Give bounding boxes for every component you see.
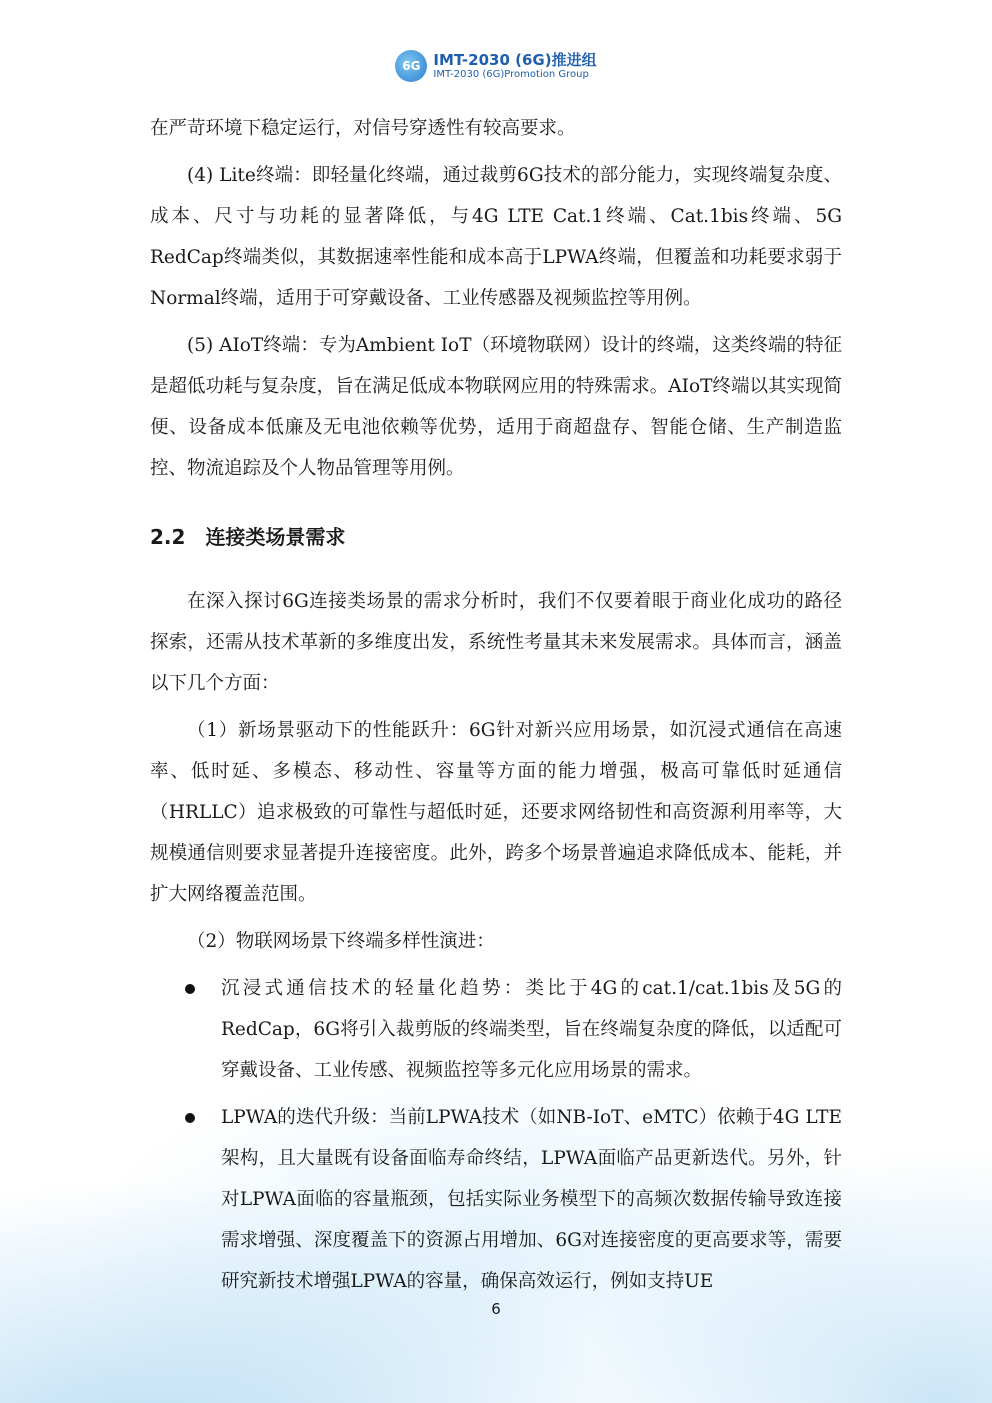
section-title: 连接类场景需求 xyxy=(205,525,346,549)
bullet-text: LPWA的迭代升级：当前LPWA技术（如NB-IoT、eMTC）依赖于4G LTE架构，且大量既有设备面临寿命终结，LPWA面临产品更新迭代。另外，针对LPWA面临的容量瓶颈，包括实际业务模型下的高频次数据传输导致连接需求增强、深度覆盖下的资源占用增加、6G对连接密度的更高要求等，需要研究新技术增强LPWA的容量，确保高效运行，例如支持UE xyxy=(221,1107,842,1292)
section-heading xyxy=(150,519,842,555)
6g-logo-icon: 6G xyxy=(395,50,427,82)
logo-title: IMT-2030 (6G)推进组 xyxy=(433,50,597,69)
page-number: 6 xyxy=(491,1300,501,1318)
promotion-group-logo xyxy=(395,50,596,82)
logo-text xyxy=(433,52,596,81)
page-header xyxy=(0,46,992,86)
item-performance: （1）新场景驱动下的性能跃升：6G针对新兴应用场景，如沉浸式通信在高速率、低时延、多模态、移动性、容量等方面的能力增强，极高可靠低时延通信（HRLLC）追求极致的可靠性与超低时延，还要求网络韧性和高资源利用率等，大规模通信则要求显著提升连接密度。此外，跨多个场景普遍追求降低成本、能耗，并扩大网络覆盖范围。 xyxy=(150,720,842,905)
paragraph-lite-terminal: (4) Lite终端：即轻量化终端，通过裁剪6G技术的部分能力，实现终端复杂度、成本、尺寸与功耗的显著降低，与4G LTE Cat.1终端、Cat.1bis终端、5G RedCap终端类似，其数据速率性能和成本高于LPWA终端，但覆盖和功耗要求弱于Normal终端，适用于可穿戴设备、工业传感器及视频监控等用例。 xyxy=(150,165,842,309)
item-terminal-diversity: （2）物联网场景下终端多样性演进： xyxy=(187,931,495,952)
paragraph-continuation: 在严苛环境下稳定运行，对信号穿透性有较高要求。 xyxy=(150,118,576,139)
section-number: 2.2 xyxy=(150,525,186,549)
bullet-item xyxy=(150,1097,842,1302)
paragraph-aiot-terminal: (5) AIoT终端：专为Ambient IoT（环境物联网）设计的终端，这类终端的特征是超低功耗与复杂度，旨在满足低成本物联网应用的特殊需求。AIoT终端以其实现简便、设备成本低廉及无电池依赖等优势，适用于商超盘存、智能仓储、生产制造监控、物流追踪及个人物品管理等用例。 xyxy=(150,335,842,479)
bullet-text: 沉浸式通信技术的轻量化趋势：类比于4G的cat.1/cat.1bis及5G的RedCap，6G将引入裁剪版的终端类型，旨在终端复杂度的降低，以适配可穿戴设备、工业传感、视频监控等多元化应用场景的需求。 xyxy=(221,978,842,1081)
page-content xyxy=(150,108,842,1302)
bullet-dot-icon xyxy=(185,984,195,994)
bullet-item xyxy=(150,968,842,1091)
bullet-dot-icon xyxy=(185,1113,195,1123)
logo-subtitle: IMT-2030 (6G)Promotion Group xyxy=(433,68,589,80)
section-intro: 在深入探讨6G连接类场景的需求分析时，我们不仅要着眼于商业化成功的路径探索，还需从技术革新的多维度出发，系统性考量其未来发展需求。具体而言，涵盖以下几个方面： xyxy=(150,591,842,694)
